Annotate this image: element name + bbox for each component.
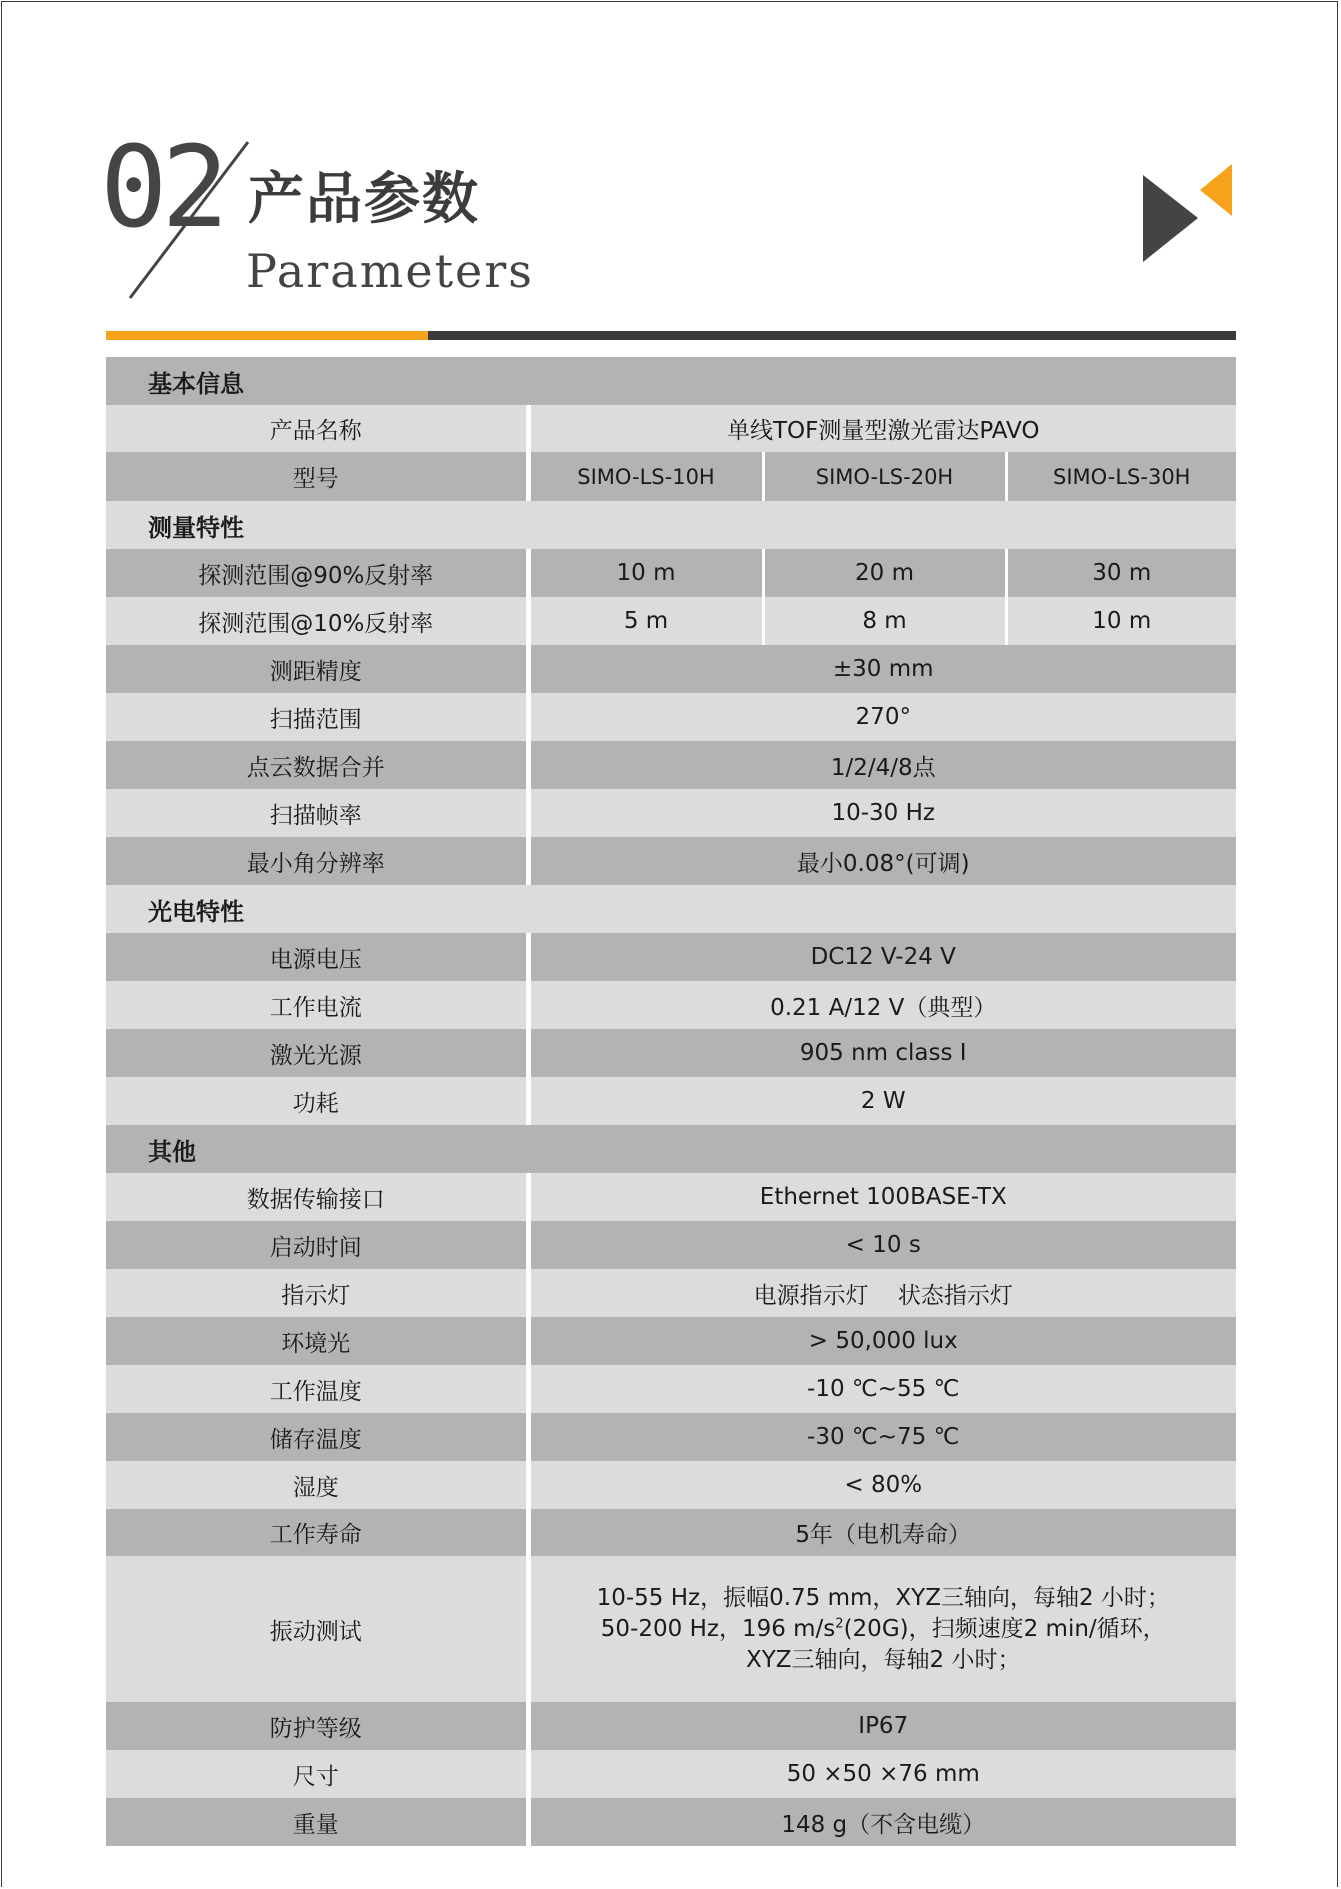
table-row [106, 1221, 1236, 1269]
table-row [106, 1509, 1236, 1556]
range-value: 10 m [528, 549, 763, 597]
row-value: 单线TOF测量型激光雷达PAVO [528, 405, 1236, 452]
row-value: < 10 s [528, 1221, 1236, 1269]
row-value: < 80% [528, 1461, 1236, 1509]
row-label: 湿度 [106, 1461, 528, 1509]
row-value: 2 W [528, 1077, 1236, 1125]
table-row [106, 645, 1236, 693]
table-row [106, 1556, 1236, 1702]
row-label: 工作寿命 [106, 1509, 528, 1556]
vibration-text: (20G)，扫频速度2 min/循环， [843, 1615, 1166, 1642]
row-label: 扫描范围 [106, 693, 528, 741]
section-title: 光电特性 [106, 885, 1236, 933]
table-row [106, 1702, 1236, 1750]
row-value: Ethernet 100BASE-TX [528, 1173, 1236, 1221]
table-row [106, 1413, 1236, 1461]
table-row [106, 981, 1236, 1029]
row-label: 点云数据合并 [106, 741, 528, 789]
row-label: 工作电流 [106, 981, 528, 1029]
vibration-line: XYZ三轴向，每轴2 小时； [745, 1646, 1021, 1673]
row-label: 指示灯 [106, 1269, 528, 1317]
range-value: 20 m [763, 549, 1006, 597]
table-row [106, 549, 1236, 597]
row-label: 数据传输接口 [106, 1173, 528, 1221]
table-row [106, 789, 1236, 837]
table-row [106, 741, 1236, 789]
vibration-line [531, 1614, 1237, 1645]
table-row [106, 597, 1236, 645]
row-value: 0.21 A/12 V（典型） [528, 981, 1236, 1029]
row-value: IP67 [528, 1702, 1236, 1750]
row-value: -10 ℃~55 ℃ [528, 1365, 1236, 1413]
table-row [106, 1029, 1236, 1077]
range-value: 5 m [528, 597, 763, 645]
table-row [106, 405, 1236, 452]
row-label: 储存温度 [106, 1413, 528, 1461]
row-value: -30 ℃~75 ℃ [528, 1413, 1236, 1461]
row-label: 尺寸 [106, 1750, 528, 1798]
table-row [106, 837, 1236, 885]
table-row [106, 452, 1236, 501]
section-row-other [106, 1125, 1236, 1173]
row-value: 10-30 Hz [528, 789, 1236, 837]
section-row-measure [106, 501, 1236, 549]
section-title: 基本信息 [106, 357, 1236, 405]
row-label: 最小角分辨率 [106, 837, 528, 885]
table-row [106, 693, 1236, 741]
table-row [106, 1461, 1236, 1509]
row-label: 环境光 [106, 1317, 528, 1365]
divider-accent [106, 331, 428, 340]
table-row [106, 933, 1236, 981]
row-label: 防护等级 [106, 1702, 528, 1750]
row-label: 重量 [106, 1798, 528, 1846]
model-value: SIMO-LS-10H [528, 452, 763, 501]
row-value: 5年（电机寿命） [528, 1509, 1236, 1556]
slash-decoration [120, 138, 260, 308]
section-title: 测量特性 [106, 501, 1236, 549]
row-label: 探测范围@10%反射率 [106, 597, 528, 645]
section-title: 其他 [106, 1125, 1236, 1173]
table-row [106, 1269, 1236, 1317]
row-label: 探测范围@90%反射率 [106, 549, 528, 597]
section-number: 02 [100, 123, 223, 253]
vibration-line: 10-55 Hz，振幅0.75 mm，XYZ三轴向，每轴2 小时； [596, 1584, 1170, 1611]
range-value: 8 m [763, 597, 1006, 645]
row-label: 扫描帧率 [106, 789, 528, 837]
row-label: 电源电压 [106, 933, 528, 981]
row-label: 测距精度 [106, 645, 528, 693]
row-label: 功耗 [106, 1077, 528, 1125]
row-label: 产品名称 [106, 405, 528, 452]
row-value: 905 nm class I [528, 1029, 1236, 1077]
play-arrow-icon [1138, 160, 1238, 270]
row-value: 270° [528, 693, 1236, 741]
range-value: 10 m [1006, 597, 1236, 645]
divider-dark [428, 331, 1236, 340]
row-value: 电源指示灯 状态指示灯 [528, 1269, 1236, 1317]
section-row-basic [106, 357, 1236, 405]
row-value: ±30 mm [528, 645, 1236, 693]
section-row-optical [106, 885, 1236, 933]
row-value: 1/2/4/8点 [528, 741, 1236, 789]
page-subtitle: Parameters [246, 244, 534, 298]
table-row [106, 1317, 1236, 1365]
row-value: 最小0.08°(可调) [528, 837, 1236, 885]
header-divider [106, 331, 1236, 340]
table-row [106, 1365, 1236, 1413]
row-value: 148 g（不含电缆） [528, 1798, 1236, 1846]
vibration-superscript: 2 [835, 1615, 844, 1631]
row-value: DC12 V-24 V [528, 933, 1236, 981]
table-row [106, 1173, 1236, 1221]
spec-table [106, 357, 1236, 1846]
table-row [106, 1750, 1236, 1798]
range-value: 30 m [1006, 549, 1236, 597]
vibration-value [528, 1556, 1236, 1702]
table-row [106, 1798, 1236, 1846]
model-value: SIMO-LS-20H [763, 452, 1006, 501]
row-label: 工作温度 [106, 1365, 528, 1413]
vibration-text: 50-200 Hz，196 m/s [600, 1615, 836, 1642]
row-value: 50 ×50 ×76 mm [528, 1750, 1236, 1798]
row-label: 振动测试 [106, 1556, 528, 1702]
page-title: 产品参数 [248, 167, 480, 232]
model-value: SIMO-LS-30H [1006, 452, 1236, 501]
row-value: > 50,000 lux [528, 1317, 1236, 1365]
row-label: 激光光源 [106, 1029, 528, 1077]
table-row [106, 1077, 1236, 1125]
row-label: 启动时间 [106, 1221, 528, 1269]
row-label: 型号 [106, 452, 528, 501]
